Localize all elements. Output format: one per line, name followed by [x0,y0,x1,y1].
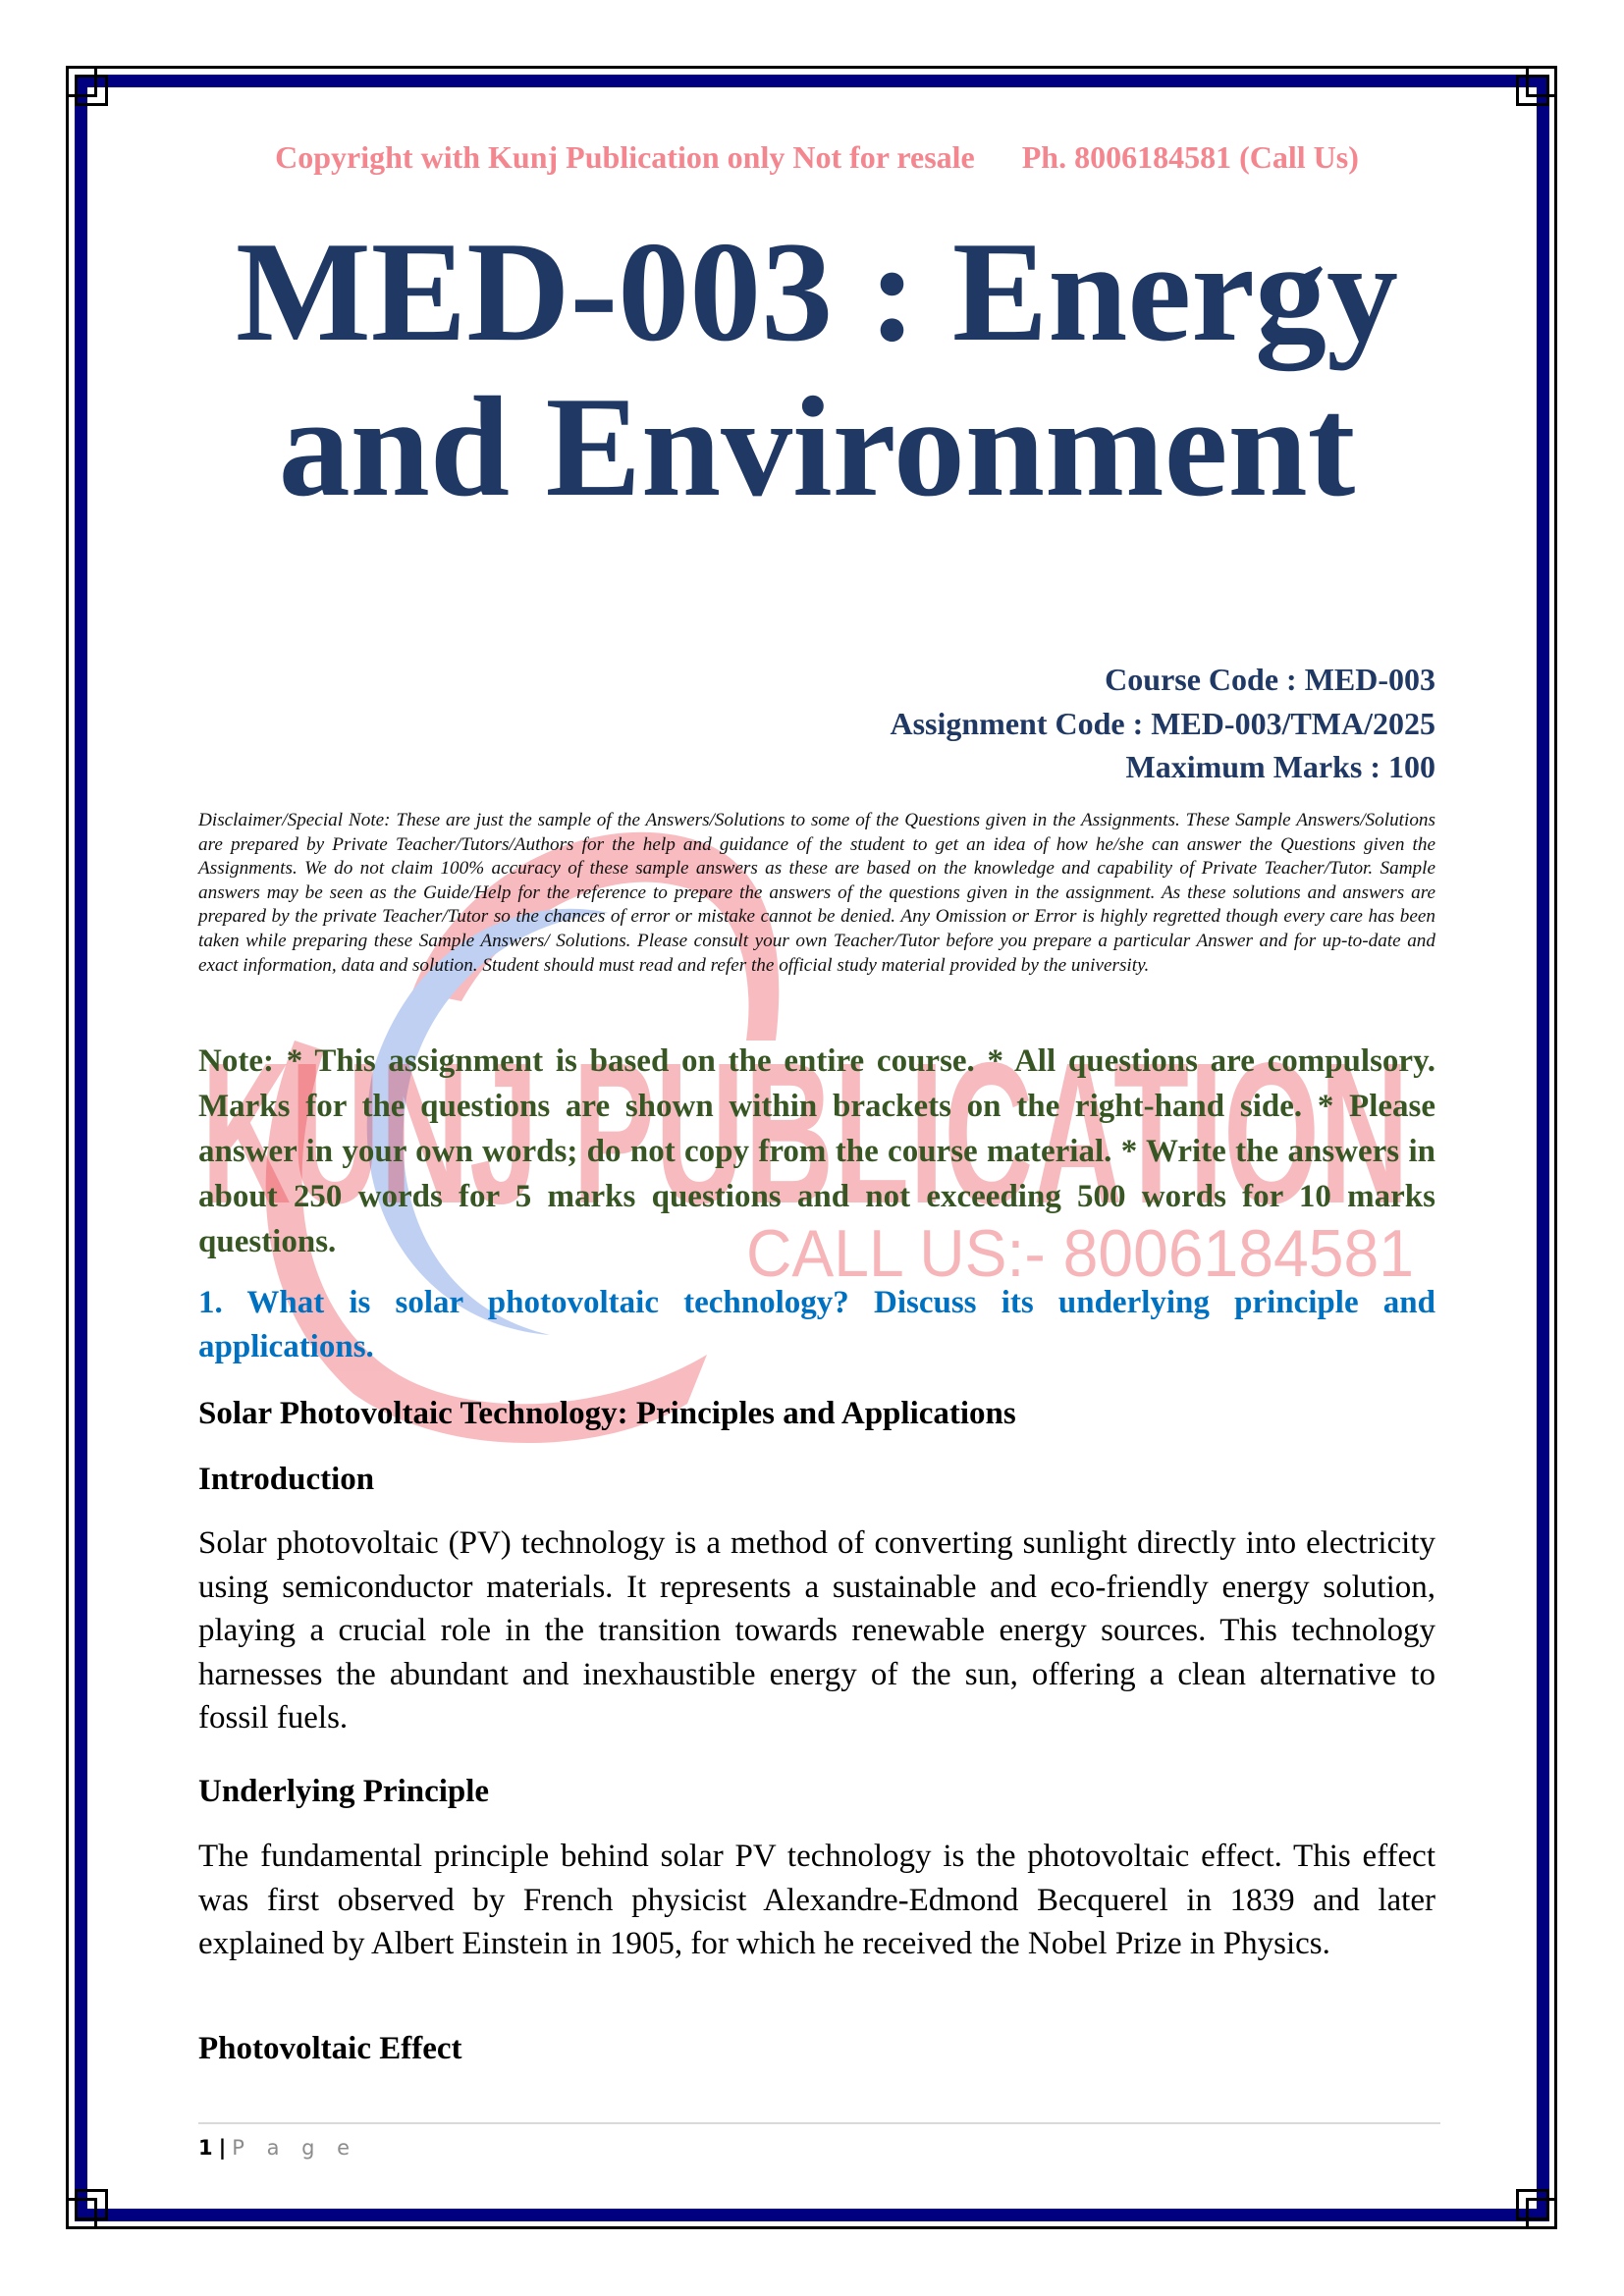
page-label: P a g e [232,2136,358,2160]
introduction-heading: Introduction [198,1462,375,1497]
corner-ornament-top-right-inner [1516,75,1549,106]
copyright-header [198,139,1435,176]
maximum-marks: Maximum Marks : 100 [1125,749,1435,784]
corner-ornament-bottom-left-inner [75,2189,108,2220]
underlying-principle-heading: Underlying Principle [198,1774,490,1809]
document-title [198,214,1435,524]
title-line-1: MED-003 : Energy [235,212,1399,371]
watermark-call-text: CALL US:- 8006184581 [746,1216,1414,1291]
disclaimer-note: Disclaimer/Special Note: These are just the sample of the Answers/Solutions to some of the Questions given in the Assignments. These Sample Answers/Solutions are prepared by Private Teacher/Tutors/Authors for the help and guidance of the student to get an idea of how he/she can answer the Questions given the Assignments. We do not claim 100% accuracy of these sample answers as these are based on the knowledge and capability of Private Teacher/Tutor. Sample answers may be seen as the Guide/Help for the reference to prepare the answers of the questions given in the assignment. As these solutions and answers are prepared by the private Teacher/Tutor so the chances of error or mistake cannot be denied. Any Omission or Error is highly regretted though every care has been taken while preparing these Sample Answers/ Solutions. Please consult your own Teacher/Tutor before you prepare a particular Answer and for up-to-date and exact information, data and solution. Student should must read and refer the official study material provided by the university. [198,810,1435,976]
corner-ornament-top-left-inner [75,75,108,106]
watermark-brand-text: KUNJ PUBLICATION [201,1021,1409,1246]
footer-separator: | [218,2136,227,2160]
page-number: 1 [198,2136,213,2160]
corner-ornament-bottom-right-inner [1516,2189,1549,2220]
photovoltaic-effect-heading: Photovoltaic Effect [198,2031,462,2066]
course-code: Course Code : MED-003 [1105,662,1435,697]
question-1: 1. What is solar photovoltaic technology? Discuss its underlying principle and applications. [198,1285,1435,1364]
course-info-block [746,658,1435,789]
answer-title: Solar Photovoltaic Technology: Principles and Applications [198,1396,1016,1431]
contact-phone: Ph. 8006184581 (Call Us) [1021,139,1359,175]
assignment-instructions-note: Note: * This assignment is based on the entire course. * All questions are compulsory. Marks for the questions are shown within brackets on the right-hand side. * Please answer in your own words; do not copy from the course material. * Write the answers in about 250 words for 5 marks questions and not exceeding 500 words for 10 marks questions. [198,1043,1435,1259]
page-footer [198,2133,357,2163]
introduction-paragraph: Solar photovoltaic (PV) technology is a method of converting sunlight directly into electricity using semiconductor materials. It represents a sustainable and eco-friendly energy solution, playing a crucial role in the transition towards renewable energy sources. This technology harnesses the abundant and inexhaustible energy of the sun, offering a clean alternative to fossil fuels. [198,1525,1435,1735]
title-line-2: and Environment [278,367,1356,526]
assignment-code: Assignment Code : MED-003/TMA/2025 [890,705,1435,741]
underlying-principle-paragraph: The fundamental principle behind solar PV technology is the photovoltaic effect. This effect was first observed by French physicist Alexandre-Edmond Becquerel in 1839 and later explained by Albert Einstein in 1905, for which he received the Nobel Prize in Physics. [198,1839,1435,1961]
footer-divider [198,2122,1440,2124]
copyright-notice: Copyright with Kunj Publication only Not for resale [275,139,975,175]
header-gap [975,139,1022,175]
